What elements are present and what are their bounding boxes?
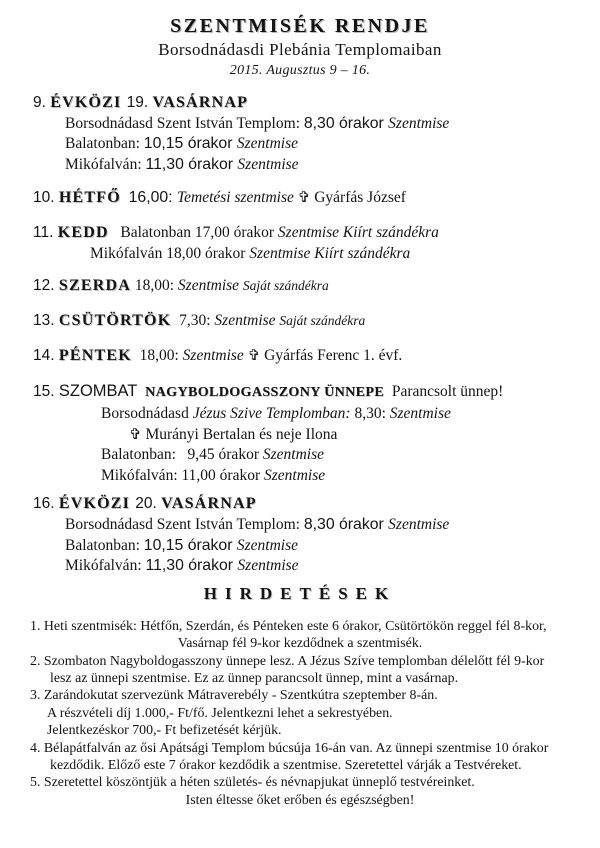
text-segment: 20. <box>135 495 162 513</box>
text-segment: 18,00: <box>131 347 183 365</box>
text-segment: Szentmise <box>388 114 450 132</box>
schedule-line <box>33 494 600 515</box>
text-segment: 8,30 órakor <box>303 516 389 533</box>
announcements-body <box>0 618 600 809</box>
text-segment: Mikófalván 18,00 órakor <box>90 245 250 263</box>
text-segment: Szentmise <box>177 277 243 295</box>
text-segment: Szentmise <box>264 466 326 484</box>
schedule-line <box>65 556 600 577</box>
text-segment: Balatonban: <box>65 536 144 554</box>
schedule-line <box>101 404 600 425</box>
text-segment: Szentmise <box>237 557 299 575</box>
text-segment: 10. <box>33 189 59 207</box>
announcement-line: Isten éltesse őket erőben és egészségben! <box>185 792 415 808</box>
text-segment: Jézus Szive Templomban: <box>192 405 355 423</box>
text-segment <box>137 383 145 400</box>
text-segment: Murányi Bertalan és neje Ilona <box>141 425 338 443</box>
text-segment: Mikófalván: 11,00 órakor <box>101 466 264 484</box>
cross-icon: ✞ <box>247 348 261 365</box>
text-segment: Borsodnádasd Szent István Templom: <box>65 114 304 132</box>
text-segment: Szentmise <box>237 155 299 173</box>
text-segment: Szentmise <box>262 446 324 464</box>
text-segment: Borsodnádasd Szent István Templom: <box>65 516 304 533</box>
text-segment: Balatonban: <box>65 135 144 153</box>
text-segment: ÉVKÖZI <box>50 94 127 111</box>
text-segment: 19. <box>126 94 153 111</box>
schedule-line <box>33 93 600 114</box>
text-segment: 7,30: <box>171 312 215 330</box>
text-segment: Balatonban 17,00 órakor <box>108 224 278 242</box>
text-segment: 10,15 órakor <box>143 536 237 554</box>
date-range: 2015. Augusztus 9 – 16. <box>229 63 371 78</box>
text-segment <box>121 189 129 206</box>
text-segment: Temetési szentmise <box>176 189 298 207</box>
schedule-line <box>33 346 600 367</box>
text-segment: Szentmise <box>389 405 451 423</box>
mass-schedule <box>0 93 600 577</box>
schedule-line <box>65 155 600 176</box>
text-segment: Gyárfás Ferenc 1. évf. <box>260 347 403 365</box>
schedule-line <box>101 466 600 487</box>
text-segment: 16. <box>33 495 59 513</box>
text-segment: 13. <box>33 312 59 330</box>
cross-icon: ✞ <box>129 426 142 443</box>
text-segment: 10,15 órakor <box>143 135 237 153</box>
schedule-line <box>101 445 600 466</box>
text-segment: Saját szándékra <box>242 278 329 294</box>
schedule-line <box>65 114 600 135</box>
announcement-line: 5. Szeretettel köszöntjük a héten születés- és névnapjukat ünneplő testvéreinket. <box>30 775 475 791</box>
text-segment: SZERDA <box>58 277 131 295</box>
announcement-line: Jelentkezéskor 700,- Ft befizetését kérjük. <box>47 723 282 739</box>
announcement-line: kezdődik. Előző este 7 órakor kezdődik a szentmise. Szeretettel várják a Testvéreket. <box>50 758 522 774</box>
text-segment: Szentmise <box>214 312 280 330</box>
schedule-line <box>33 223 600 244</box>
announcement-line: Vasárnap fél 9-kor kezdődnek a szentmisék. <box>177 636 423 652</box>
text-segment: 11,30 órakor <box>145 155 238 173</box>
schedule-line <box>33 381 600 404</box>
text-segment: PÉNTEK <box>58 347 132 365</box>
schedule-line <box>33 311 600 332</box>
text-segment: CSÜTÖRTÖK <box>58 312 172 330</box>
text-segment: 15. <box>33 383 59 401</box>
text-segment: SZOMBAT <box>58 382 138 401</box>
announcements-heading: HIRDETÉSEK <box>203 583 397 603</box>
text-segment: Szentmise Kiírt szándékra <box>277 224 439 242</box>
text-segment: 9. <box>33 94 51 111</box>
text-segment: Gyárfás József <box>310 189 406 207</box>
schedule-line <box>33 188 600 209</box>
text-segment: 11. <box>33 224 58 242</box>
schedule-line <box>65 134 600 155</box>
text-segment: Balatonban: 9,45 órakor <box>101 446 263 464</box>
announcement-line: 2. Szombaton Nagyboldogasszony ünnepe lesz. A Jézus Szíve templomban délelőtt fél 9-kor <box>30 653 545 669</box>
announcement-line: A részvételi díj 1.000,- Ft/fő. Jelentkezni lehet a sekrestyében. <box>47 705 393 721</box>
announcement-line: 1. Heti szentmisék: Hétfőn, Szerdán, és Pénteken este 6 órakor, Csütörtökön reggel fél 8-kor, <box>30 618 547 634</box>
text-segment: VASÁRNAP <box>161 495 257 513</box>
schedule-line <box>33 276 600 297</box>
text-segment: Parancsolt ünnep! <box>384 383 504 401</box>
text-segment: 16,00: <box>128 189 177 207</box>
text-segment: Szentmise <box>388 516 450 533</box>
text-segment: Szentmise <box>236 536 299 554</box>
schedule-line <box>65 536 600 557</box>
announcement-line: lesz az ünnepi szentmise. Ez az ünnep parancsolt ünnep, mint a vasárnap. <box>50 671 459 686</box>
text-segment: Saját szándékra <box>279 313 366 329</box>
document-title: SZENTMISÉK RENDJE <box>170 15 430 37</box>
document-subtitle: Borsodnádasdi Plebánia Templomaiban <box>158 40 442 59</box>
announcements <box>0 583 600 809</box>
document-header <box>0 0 600 81</box>
text-segment: 8,30 órakor <box>303 114 389 132</box>
announcement-line: 4. Bélapátfalván az ősi Apátsági Templom búcsúja 16-án van. Az ünnepi szentmise 10 órakor <box>30 740 549 756</box>
text-segment: 14. <box>33 347 59 365</box>
schedule-line <box>65 515 600 536</box>
text-segment: ÉVKÖZI <box>58 495 136 513</box>
text-segment: 18,00: <box>130 277 178 295</box>
text-segment: Szentmise Kiírt szándékra <box>249 245 411 263</box>
text-segment: 12. <box>33 277 59 295</box>
text-segment: VASÁRNAP <box>152 94 249 111</box>
cross-icon: ✞ <box>297 190 311 207</box>
text-segment: 11,30 órakor <box>145 557 238 575</box>
text-segment: KEDD <box>57 224 109 242</box>
text-segment: NAGYBOLDOGASSZONY ÜNNEPE <box>145 385 385 401</box>
text-segment: HÉTFŐ <box>58 189 121 207</box>
schedule-line <box>129 425 600 446</box>
text-segment: Mikófalván: <box>65 557 146 575</box>
text-segment: Mikófalván: <box>65 155 146 173</box>
schedule-line <box>90 244 600 265</box>
text-segment: 8,30: <box>354 405 390 423</box>
text-segment: Borsodnádasd <box>101 405 193 423</box>
text-segment: Szentmise <box>182 347 248 365</box>
announcement-line: 3. Zarándokutat szervezünk Mátraverebély - Szentkútra szeptember 8-án. <box>30 688 438 704</box>
text-segment: Szentmise <box>236 135 299 153</box>
